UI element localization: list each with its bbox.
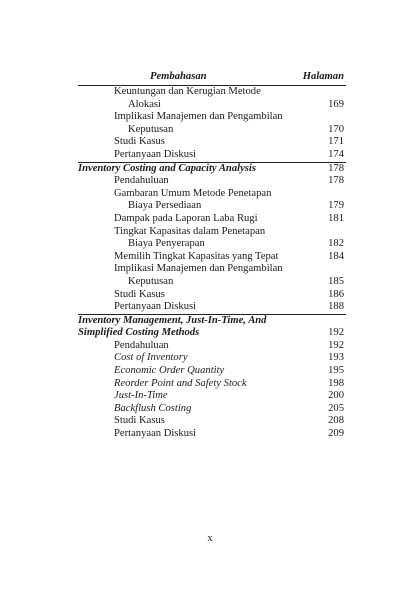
toc-row bbox=[78, 162, 346, 176]
toc-entry-title: Implikasi Manajemen dan Pengambilan bbox=[114, 263, 283, 275]
toc-entry-page: 185 bbox=[328, 275, 344, 287]
toc-entry-title: Dampak pada Laporan Laba Rugi bbox=[114, 212, 258, 224]
toc-entry-page: 208 bbox=[328, 415, 344, 427]
toc-entry-page: 182 bbox=[328, 238, 344, 250]
toc-entry-page: 170 bbox=[328, 123, 344, 135]
toc-row bbox=[78, 365, 346, 378]
toc-row bbox=[78, 314, 346, 328]
toc-row bbox=[78, 175, 346, 188]
toc-entry-page: 181 bbox=[328, 212, 344, 224]
toc-entry-title: Inventory Costing and Capacity Analysis bbox=[78, 162, 256, 174]
toc-header-topic: Pembahasan bbox=[150, 71, 207, 82]
toc-entry-title: Biaya Penyerapan bbox=[128, 238, 205, 250]
toc-row bbox=[78, 428, 346, 441]
toc-entry-title: Biaya Persediaan bbox=[128, 200, 202, 212]
toc-entry-title: Pendahuluan bbox=[114, 339, 169, 351]
toc-header bbox=[78, 70, 346, 86]
toc-row bbox=[78, 188, 346, 201]
toc-entry-page: 188 bbox=[328, 301, 344, 313]
toc-entry-page: 200 bbox=[328, 390, 344, 402]
toc-entry-title: Studi Kasus bbox=[114, 136, 165, 148]
toc-row bbox=[78, 251, 346, 264]
toc-row bbox=[78, 124, 346, 137]
toc-entry-title: Gambaran Umum Metode Penetapan bbox=[114, 187, 272, 199]
toc-entry-title: Reorder Point and Safety Stock bbox=[114, 377, 247, 389]
toc-entry-page: 195 bbox=[328, 365, 344, 377]
toc-entry-title: Pendahuluan bbox=[114, 175, 169, 187]
toc-entry-page: 192 bbox=[328, 327, 344, 339]
toc-row bbox=[78, 111, 346, 124]
toc-entry-title: Backflush Costing bbox=[114, 402, 192, 414]
toc-entry-title: Tingkat Kapasitas dalam Penetapan bbox=[114, 225, 266, 237]
toc-row bbox=[78, 390, 346, 403]
toc-row bbox=[78, 200, 346, 213]
toc-entry-page: 184 bbox=[328, 250, 344, 262]
toc-entry-page: 169 bbox=[328, 98, 344, 110]
toc-entry-title: Alokasi bbox=[128, 98, 161, 110]
toc-entry-page: 193 bbox=[328, 352, 344, 364]
toc-row bbox=[78, 327, 346, 340]
toc-entry-page: 174 bbox=[328, 148, 344, 160]
toc-entry-page: 178 bbox=[328, 175, 344, 187]
toc-entry-title: Pertanyaan Diskusi bbox=[114, 301, 197, 313]
toc-row bbox=[78, 86, 346, 99]
toc-entry-page: 205 bbox=[328, 402, 344, 414]
toc-entry-page: 209 bbox=[328, 428, 344, 440]
toc-row bbox=[78, 403, 346, 416]
page-number: x bbox=[207, 533, 213, 544]
toc-row bbox=[78, 276, 346, 289]
toc-row bbox=[78, 149, 346, 162]
toc-entry-title: Keuntungan dan Kerugian Metode bbox=[114, 86, 261, 97]
toc-row bbox=[78, 340, 346, 353]
toc-rows bbox=[78, 86, 346, 441]
toc-row bbox=[78, 378, 346, 391]
toc-entry-title: Pertanyaan Diskusi bbox=[114, 148, 197, 160]
toc-entry-title: Implikasi Manajemen dan Pengambilan bbox=[114, 111, 283, 123]
toc-row bbox=[78, 263, 346, 276]
toc-row bbox=[78, 213, 346, 226]
toc-entry-title: Economic Order Quantity bbox=[114, 365, 225, 377]
toc-entry-page: 179 bbox=[328, 200, 344, 212]
toc-row bbox=[78, 301, 346, 314]
toc-entry-title: Keputusan bbox=[128, 123, 174, 135]
toc-entry-page: 178 bbox=[328, 162, 344, 174]
toc-entry-page: 186 bbox=[328, 288, 344, 300]
toc-entry-page: 171 bbox=[328, 136, 344, 148]
toc-row bbox=[78, 238, 346, 251]
toc-row bbox=[78, 352, 346, 365]
toc-entry-title: Just-In-Time bbox=[114, 390, 168, 402]
table-of-contents bbox=[78, 70, 346, 441]
toc-entry-title: Studi Kasus bbox=[114, 415, 165, 427]
toc-entry-title: Keputusan bbox=[128, 275, 174, 287]
toc-entry-title: Simplified Costing Methods bbox=[78, 327, 200, 339]
toc-row bbox=[78, 99, 346, 112]
toc-entry-title: Studi Kasus bbox=[114, 288, 165, 300]
toc-entry-title: Inventory Management, Just-In-Time, And bbox=[78, 314, 267, 326]
toc-row bbox=[78, 226, 346, 239]
toc-entry-title: Cost of Inventory bbox=[114, 352, 188, 364]
toc-entry-title: Pertanyaan Diskusi bbox=[114, 428, 197, 440]
toc-row bbox=[78, 415, 346, 428]
toc-entry-title: Memilih Tingkat Kapasitas yang Tepat bbox=[114, 250, 279, 262]
toc-row bbox=[78, 289, 346, 302]
toc-header-page: Halaman bbox=[302, 71, 344, 82]
toc-row bbox=[78, 136, 346, 149]
toc-entry-page: 192 bbox=[328, 339, 344, 351]
toc-entry-page: 198 bbox=[328, 377, 344, 389]
